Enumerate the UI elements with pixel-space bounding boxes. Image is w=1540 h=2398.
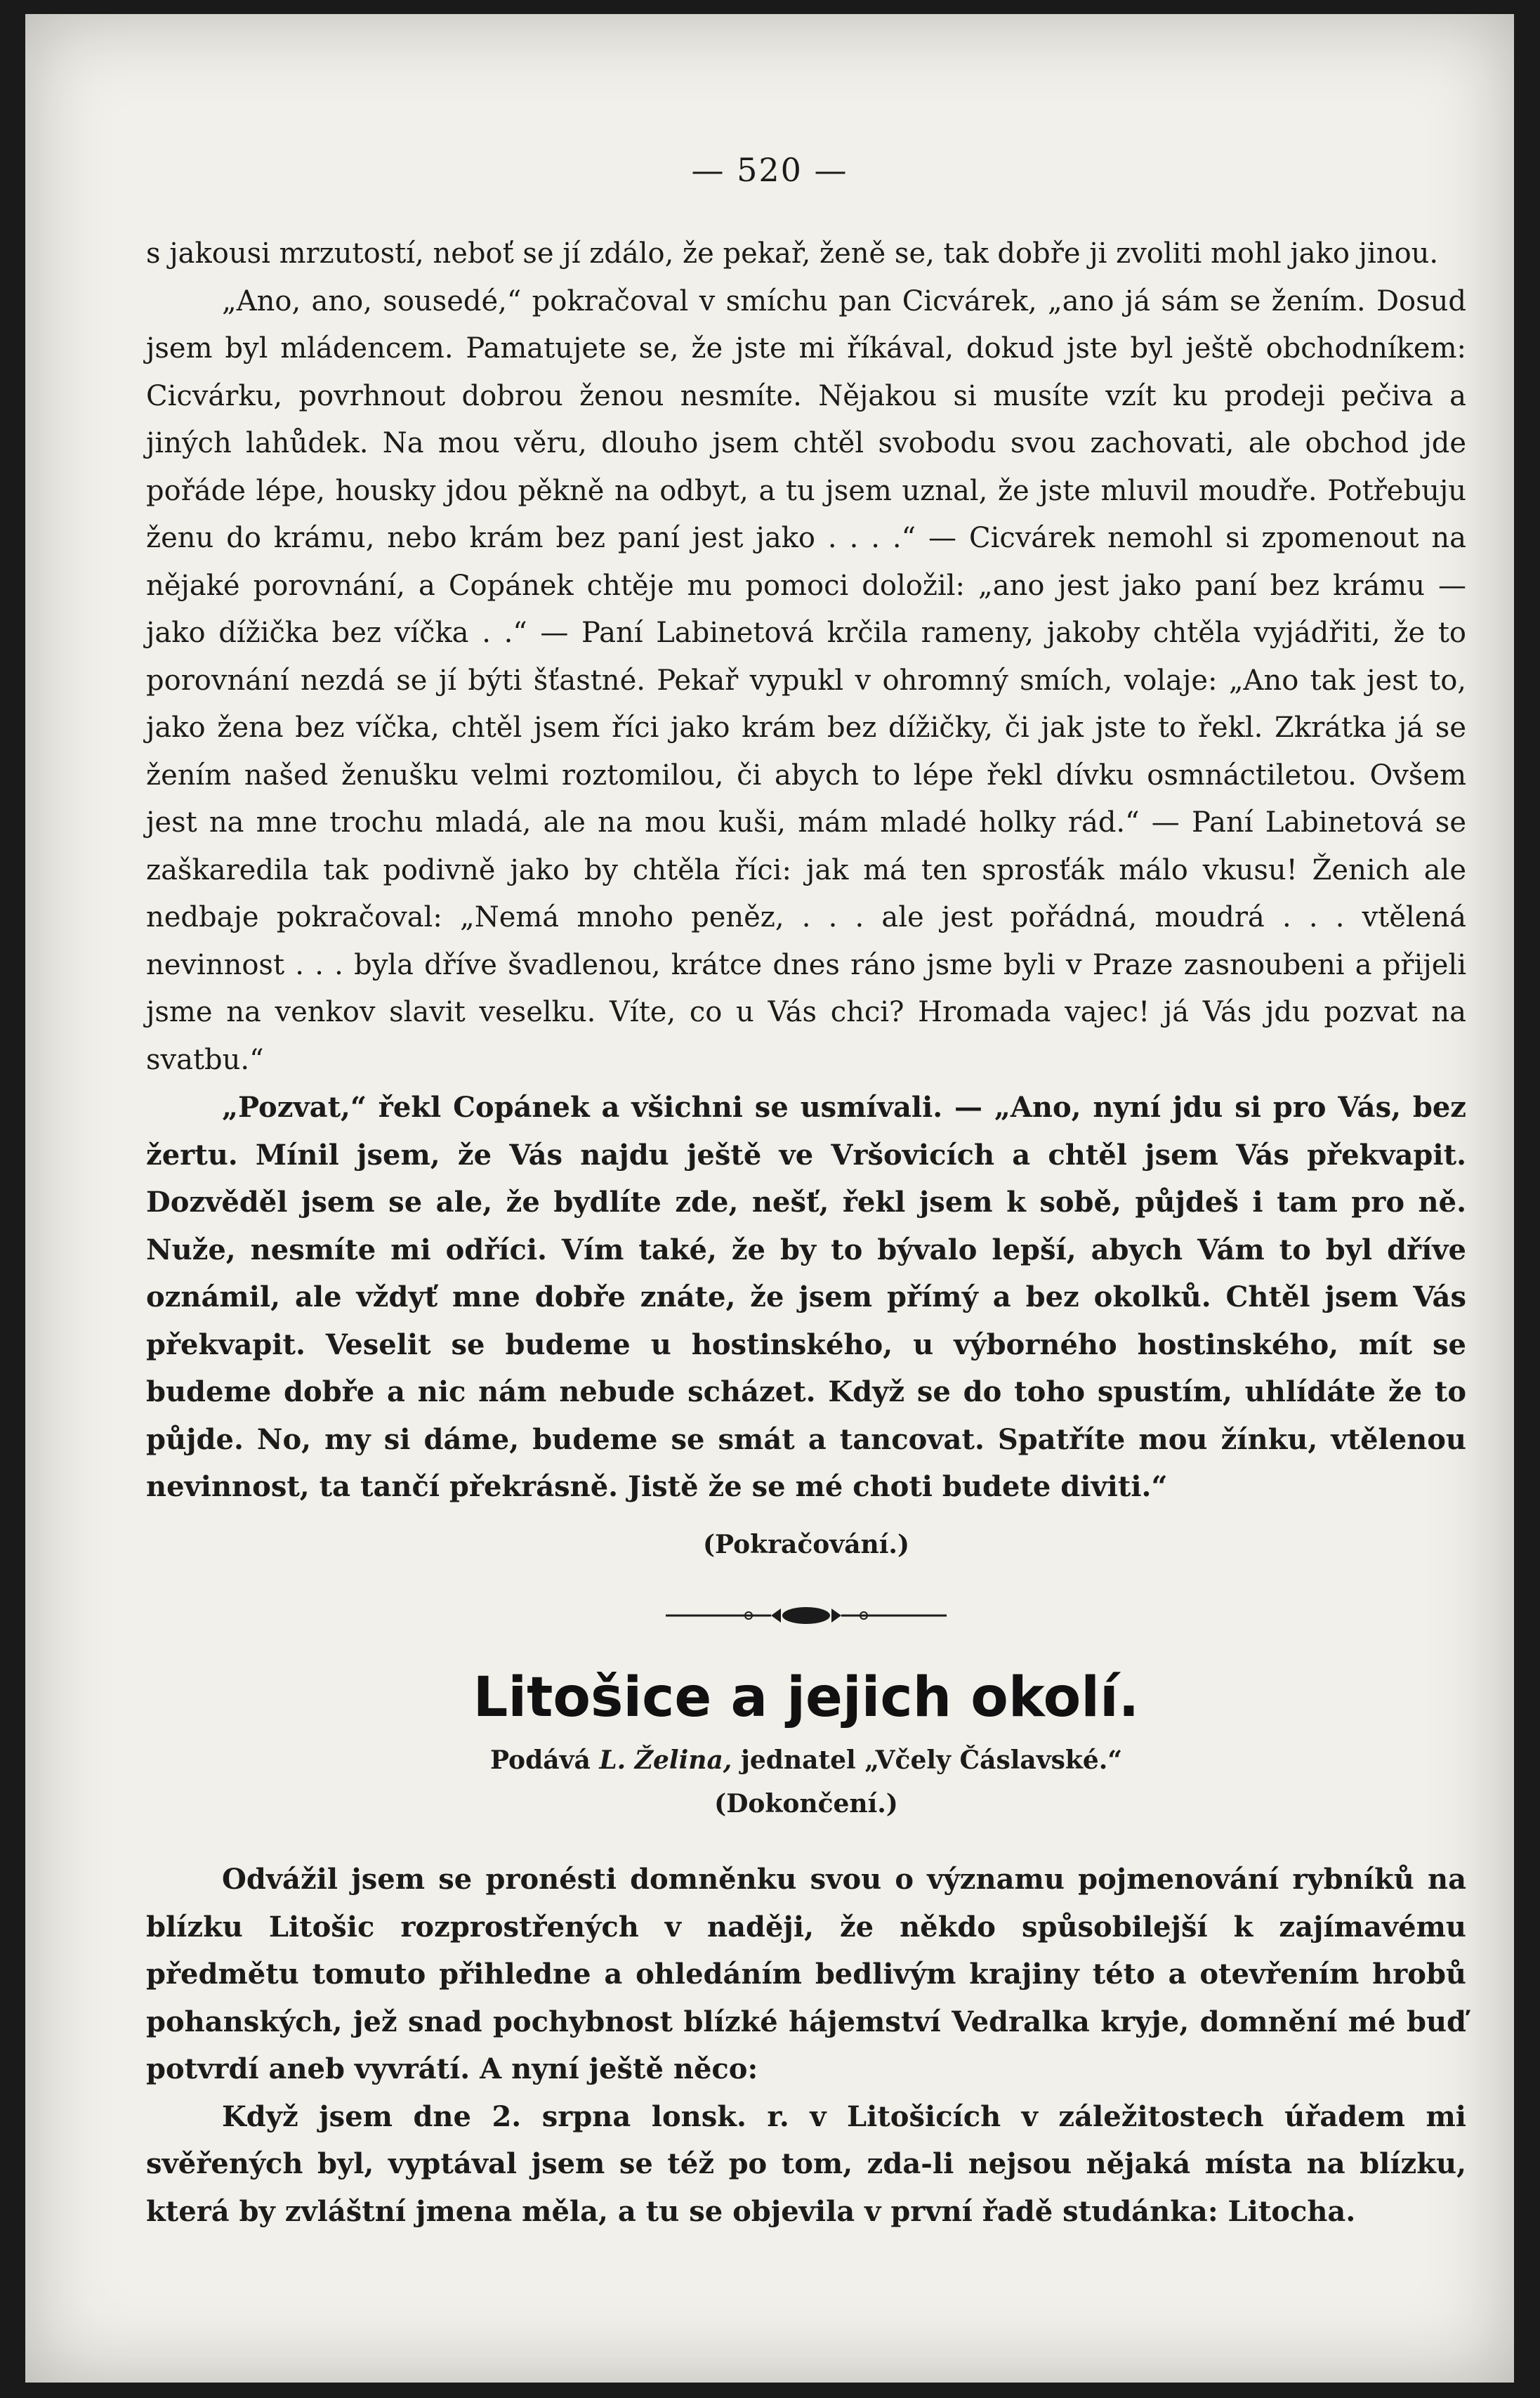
article-title: Litošice a jejich okolí. <box>473 1666 1140 1729</box>
byline-wrap <box>146 1745 1466 1781</box>
continued-wrap <box>146 1530 1466 1565</box>
ornament-wrap <box>146 1603 1466 1631</box>
byline-author: L. Želina, <box>599 1745 732 1775</box>
story-paragraph: „Pozvat,“ řekl Copánek a všichni se usmívali. — „Ano, nyní jdu si pro Vás, bez žertu. Mínil jsem, že Vás najdu ještě ve Vršovicích a chtěl jsem Vás překvapit. Dozvěděl jsem se ale, že bydlíte zde, nešť, řekl jsem k sobě, půjdeš i tam pro ně. Nuže, nesmíte mi odříci. Vím také, že by to bývalo lepší, abych Vám to byl dříve oznámil, ale vždyť mne dobře znáte, že jsem přímý a bez okolků. Chtěl jsem Vás překvapit. Veselit se budeme u hostinského, u výborného hostinského, mít se budeme dobře a nic nám nebude scházet. Když se do toho spustím, uhlídáte že to půjde. No, my si dáme, budeme se smát a tancovat. Spatříte mou žínku, vtělenou nevinnost, ta tančí překrásně. Jistě že se mé choti budete diviti.“ <box>146 1091 1466 1503</box>
story-column <box>146 230 1466 1511</box>
article-status: (Dokončení.) <box>714 1789 898 1819</box>
continued-note: (Pokračování.) <box>703 1530 909 1559</box>
article-byline <box>146 1745 1466 1775</box>
article-paragraph: Odvážil jsem se pronésti domněnku svou o významu pojmenování rybníků na blízku Litošic rozprostřených v naději, že někdo spůsobilejší k zajímavému předmětu tomuto přihledne a ohledáním bedlivým krajiny této a otevřením hrobů pohanských, jež snad pochybnost blízké hájemství Vedralka kryje, domnění mé buď potvrdí aneb vyvrátí. A nyní ještě něco: <box>146 1863 1466 2085</box>
page-number: — 520 — <box>691 151 848 189</box>
byline-prefix: Podává <box>489 1745 591 1775</box>
story-paragraph: s jakousi mrzutostí, neboť se jí zdálo, že pekař, ženě se, tak dobře ji zvoliti mohl jako jinou. <box>146 237 1439 270</box>
article-column <box>146 1856 1466 2235</box>
ornament-divider-icon <box>666 1603 947 1628</box>
page <box>25 14 1514 2383</box>
title-wrap <box>146 1666 1466 1743</box>
byline-suffix: jednatel „Včely Čáslavské.“ <box>740 1745 1123 1775</box>
article-paragraph: Když jsem dne 2. srpna lonsk. r. v Litošicích v záležitostech úřadem mi svěřených byl, vyptával jsem se též po tom, zda-li nejsou nějaká místa na blízku, která by zvláštní jmena měla, a tu se objevila v první řadě studánka: Litocha. <box>146 2099 1466 2228</box>
status-wrap <box>146 1789 1466 1824</box>
story-paragraph: „Ano, ano, sousedé,“ pokračoval v smíchu pan Cicvárek, „ano já sám se žením. Dosud jsem byl mládencem. Pamatujete se, že jste mi říkával, dokud jste byl ještě obchodníkem: Cicvárku, povrhnout dobrou ženou nesmíte. Nějakou si musíte vzít ku prodeji pečiva a jiných lahůdek. Na mou věru, dlouho jsem chtěl svobodu svou zachovati, ale obchod jde pořáde lépe, housky jdou pěkně na odbyt, a tu jsem uznal, že jste mluvil moudře. Potřebuju ženu do krámu, nebo krám bez paní jest jako . . . .“ — Cicvárek nemohl si zpomenout na nějaké porovnání, a Copánek chtěje mu pomoci doložil: „ano jest jako paní bez krámu — jako dížička bez víčka . .“ — Paní Labinetová krčila rameny, jakoby chtěla vyjádřiti, že to porovnání nezdá se jí býti šťastné. Pekař vypukl v ohromný smích, volaje: „Ano tak jest to, jako žena bez víčka, chtěl jsem říci jako krám bez dížičky, či jak jste to řekl. Zkrátka já se žením našed ženušku velmi roztomilou, či abych to lépe řekl dívku osmnáctiletou. Ovšem jest na mne trochu mladá, ale na mou kuši, mám mladé holky rád.“ — Paní Labinetová se zaškaredila tak podivně jako by chtěla říci: jak má ten sprosťák málo vkusu! Ženich ale nedbaje pokračoval: „Nemá mnoho peněz, . . . ale jest pořádná, moudrá . . . vtělená nevinnost . . . byla dříve švadlenou, krátce dnes ráno jsme byli v Praze zasnoubeni a přijeli jsme na venkov slavit veselku. Víte, co u Vás chci? Hromada vajec! já Vás jdu pozvat na svatbu.“ <box>146 284 1466 1076</box>
